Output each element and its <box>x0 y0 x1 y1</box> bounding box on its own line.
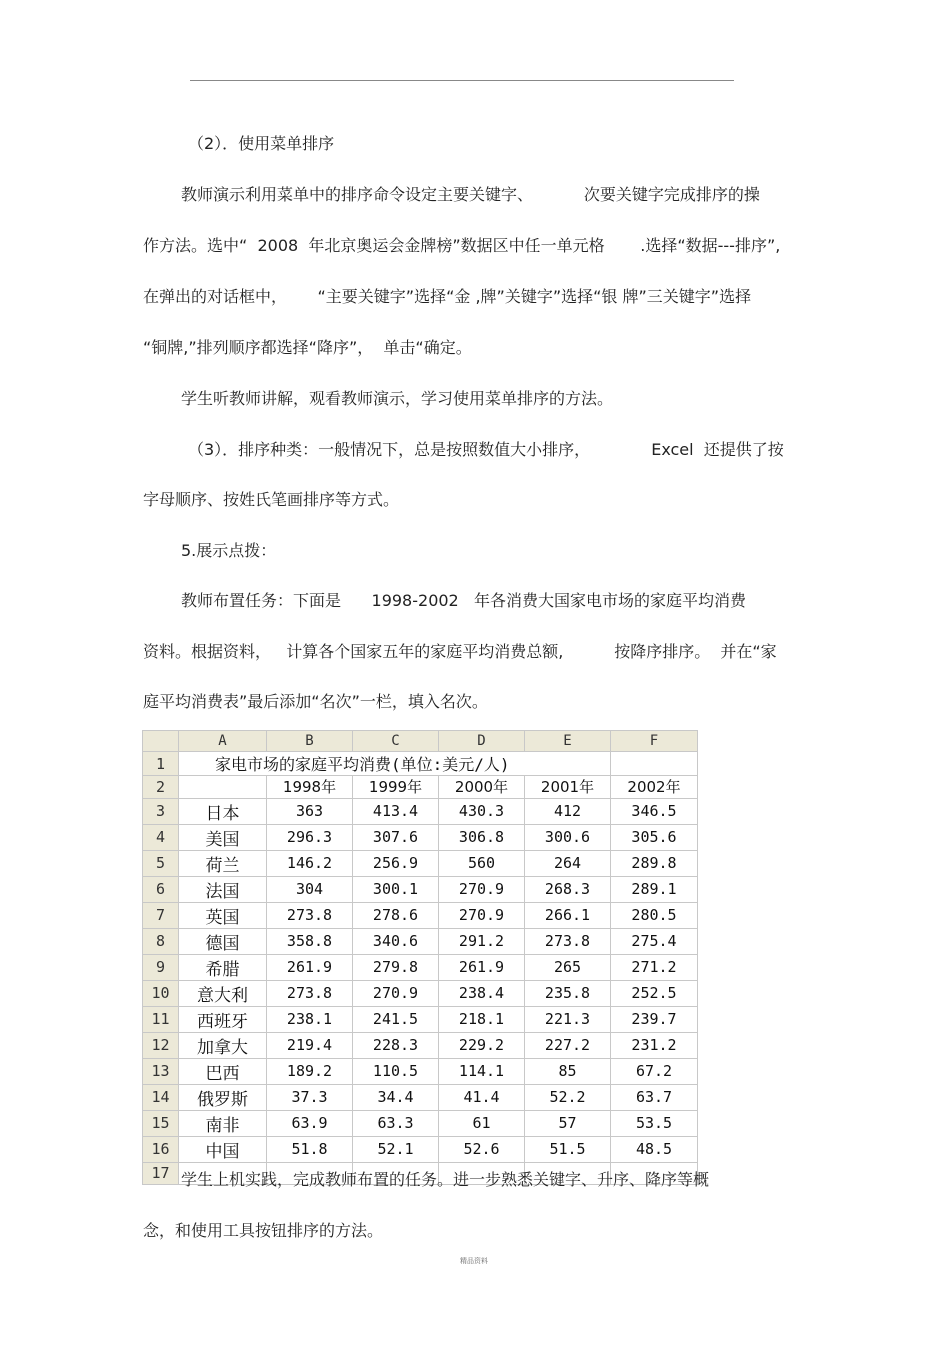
value-cell[interactable]: 229.2 <box>439 1032 525 1058</box>
value-cell[interactable]: 270.9 <box>439 876 525 902</box>
value-cell[interactable]: 430.3 <box>439 798 525 824</box>
section-heading: 5.展示点拨： <box>181 541 277 560</box>
paragraph-line: 字母顺序、按姓氏笔画排序等方式。 <box>143 490 400 509</box>
value-cell[interactable]: 252.5 <box>611 980 698 1006</box>
value-cell[interactable]: 279.8 <box>353 954 439 980</box>
country-cell[interactable]: 德国 <box>179 928 267 954</box>
value-cell[interactable]: 53.5 <box>611 1110 698 1136</box>
table-row <box>143 752 698 776</box>
value-cell[interactable]: 304 <box>267 876 353 902</box>
row-number[interactable]: 16 <box>143 1136 179 1162</box>
value-cell[interactable]: 265 <box>525 954 611 980</box>
cell[interactable] <box>179 776 267 799</box>
value-cell[interactable]: 51.5 <box>525 1136 611 1162</box>
table-row <box>143 954 698 980</box>
country-cell[interactable]: 美国 <box>179 824 267 850</box>
value-cell[interactable]: 346.5 <box>611 798 698 824</box>
value-cell[interactable]: 37.3 <box>267 1084 353 1110</box>
value-cell[interactable]: 413.4 <box>353 798 439 824</box>
country-cell[interactable]: 南非 <box>179 1110 267 1136</box>
value-cell[interactable]: 235.8 <box>525 980 611 1006</box>
paragraph-line: （2）．使用菜单排序 <box>188 134 335 153</box>
value-cell[interactable]: 241.5 <box>353 1006 439 1032</box>
value-cell[interactable]: 273.8 <box>267 980 353 1006</box>
value-cell[interactable]: 363 <box>267 798 353 824</box>
value-cell[interactable]: 239.7 <box>611 1006 698 1032</box>
column-header[interactable]: C <box>353 731 439 752</box>
value-cell[interactable]: 280.5 <box>611 902 698 928</box>
country-cell[interactable]: 希腊 <box>179 954 267 980</box>
year-header-cell[interactable]: 2001年 <box>525 776 611 799</box>
value-cell[interactable]: 412 <box>525 798 611 824</box>
value-cell[interactable]: 261.9 <box>439 954 525 980</box>
value-cell[interactable]: 289.1 <box>611 876 698 902</box>
value-cell[interactable]: 278.6 <box>353 902 439 928</box>
row-number[interactable]: 6 <box>143 876 179 902</box>
value-cell[interactable]: 268.3 <box>525 876 611 902</box>
value-cell[interactable]: 63.7 <box>611 1084 698 1110</box>
paragraph-line: “铜牌,”排列顺序都选择“降序”， 单击“确定。 <box>143 338 472 357</box>
paragraph-line: （3）．排序种类：一般情况下，总是按照数值大小排序， Excel 还提供了按 <box>188 440 784 459</box>
table-row <box>143 1084 698 1110</box>
country-cell[interactable]: 法国 <box>179 876 267 902</box>
footer-label: 精品资料 <box>460 1257 488 1265</box>
table-row <box>143 1032 698 1058</box>
row-number[interactable]: 7 <box>143 902 179 928</box>
value-cell[interactable]: 264 <box>525 850 611 876</box>
value-cell[interactable]: 261.9 <box>267 954 353 980</box>
row-number[interactable]: 13 <box>143 1058 179 1084</box>
row-number[interactable]: 14 <box>143 1084 179 1110</box>
table-row <box>143 798 698 824</box>
table-row <box>143 1058 698 1084</box>
value-cell[interactable]: 238.4 <box>439 980 525 1006</box>
table-row <box>143 876 698 902</box>
value-cell[interactable]: 307.6 <box>353 824 439 850</box>
country-cell[interactable]: 俄罗斯 <box>179 1084 267 1110</box>
country-cell[interactable]: 加拿大 <box>179 1032 267 1058</box>
table-row <box>143 1136 698 1162</box>
table-row <box>143 902 698 928</box>
row-number[interactable]: 2 <box>143 776 179 799</box>
value-cell[interactable]: 57 <box>525 1110 611 1136</box>
table-row <box>143 1006 698 1032</box>
row-number[interactable]: 17 <box>143 1162 179 1185</box>
country-cell[interactable]: 西班牙 <box>179 1006 267 1032</box>
column-header[interactable]: B <box>267 731 353 752</box>
value-cell[interactable]: 146.2 <box>267 850 353 876</box>
paragraph-line: 念，和使用工具按钮排序的方法。 <box>143 1221 384 1240</box>
paragraph-line: 学生上机实践，完成教师布置的任务。进一步熟悉关键字、升序、降序等概 <box>181 1170 710 1189</box>
value-cell[interactable]: 300.6 <box>525 824 611 850</box>
value-cell[interactable]: 271.2 <box>611 954 698 980</box>
row-number[interactable]: 11 <box>143 1006 179 1032</box>
value-cell[interactable]: 266.1 <box>525 902 611 928</box>
value-cell[interactable]: 296.3 <box>267 824 353 850</box>
value-cell[interactable]: 256.9 <box>353 850 439 876</box>
year-header-cell[interactable]: 2000年 <box>439 776 525 799</box>
table-row <box>143 850 698 876</box>
paragraph-line: 作方法。选中“ 2008 年北京奥运会金牌榜”数据区中任一单元格 .选择“数据---排序”, <box>143 236 781 255</box>
cell[interactable] <box>611 752 698 776</box>
row-number[interactable]: 1 <box>143 752 179 776</box>
value-cell[interactable]: 273.8 <box>267 902 353 928</box>
value-cell[interactable]: 305.6 <box>611 824 698 850</box>
table-row <box>143 928 698 954</box>
column-header[interactable]: D <box>439 731 525 752</box>
value-cell[interactable]: 340.6 <box>353 928 439 954</box>
value-cell[interactable]: 300.1 <box>353 876 439 902</box>
country-cell[interactable]: 日本 <box>179 798 267 824</box>
value-cell[interactable]: 306.8 <box>439 824 525 850</box>
table-row <box>143 1110 698 1136</box>
value-cell[interactable]: 52.1 <box>353 1136 439 1162</box>
value-cell[interactable]: 560 <box>439 850 525 876</box>
row-number[interactable]: 15 <box>143 1110 179 1136</box>
value-cell[interactable]: 67.2 <box>611 1058 698 1084</box>
value-cell[interactable]: 61 <box>439 1110 525 1136</box>
column-header[interactable]: A <box>179 731 267 752</box>
value-cell[interactable]: 238.1 <box>267 1006 353 1032</box>
value-cell[interactable]: 52.6 <box>439 1136 525 1162</box>
row-number[interactable]: 5 <box>143 850 179 876</box>
corner-cell <box>143 731 179 752</box>
row-number[interactable]: 4 <box>143 824 179 850</box>
value-cell[interactable]: 228.3 <box>353 1032 439 1058</box>
row-number[interactable]: 9 <box>143 954 179 980</box>
country-cell[interactable]: 巴西 <box>179 1058 267 1084</box>
value-cell[interactable]: 270.9 <box>353 980 439 1006</box>
value-cell[interactable]: 270.9 <box>439 902 525 928</box>
column-header[interactable]: E <box>525 731 611 752</box>
value-cell[interactable]: 110.5 <box>353 1058 439 1084</box>
value-cell[interactable]: 34.4 <box>353 1084 439 1110</box>
value-cell[interactable]: 221.3 <box>525 1006 611 1032</box>
paragraph-line: 在弹出的对话框中， “主要关键字”选择“金 ,牌”关键字”选择“银 牌”三关键字”选择 <box>143 287 752 306</box>
header-rule <box>190 80 734 81</box>
country-cell[interactable]: 英国 <box>179 902 267 928</box>
value-cell[interactable]: 189.2 <box>267 1058 353 1084</box>
paragraph-line: 庭平均消费表”最后添加“名次”一栏，填入名次。 <box>143 692 488 711</box>
value-cell[interactable]: 358.8 <box>267 928 353 954</box>
value-cell[interactable]: 63.9 <box>267 1110 353 1136</box>
value-cell[interactable]: 273.8 <box>525 928 611 954</box>
value-cell[interactable]: 289.8 <box>611 850 698 876</box>
value-cell[interactable]: 51.8 <box>267 1136 353 1162</box>
value-cell[interactable]: 291.2 <box>439 928 525 954</box>
value-cell[interactable]: 219.4 <box>267 1032 353 1058</box>
year-header-cell[interactable]: 2002年 <box>611 776 698 799</box>
spreadsheet-table <box>142 730 698 1185</box>
row-number[interactable]: 8 <box>143 928 179 954</box>
year-header-cell[interactable]: 1999年 <box>353 776 439 799</box>
table-row <box>143 776 698 799</box>
paragraph-line: 学生听教师讲解，观看教师演示，学习使用菜单排序的方法。 <box>181 389 614 408</box>
value-cell[interactable]: 63.3 <box>353 1110 439 1136</box>
value-cell[interactable]: 275.4 <box>611 928 698 954</box>
value-cell[interactable]: 218.1 <box>439 1006 525 1032</box>
paragraph-line: 教师布置任务：下面是 1998-2002 年各消费大国家电市场的家庭平均消费 <box>181 591 746 610</box>
paragraph-line: 资料。根据资料， 计算各个国家五年的家庭平均消费总额, 按降序排序。 并在“家 <box>143 642 777 661</box>
column-header-row <box>143 731 698 752</box>
year-header-cell[interactable]: 1998年 <box>267 776 353 799</box>
country-cell[interactable]: 中国 <box>179 1136 267 1162</box>
value-cell[interactable]: 52.2 <box>525 1084 611 1110</box>
value-cell[interactable]: 114.1 <box>439 1058 525 1084</box>
country-cell[interactable]: 荷兰 <box>179 850 267 876</box>
row-number[interactable]: 3 <box>143 798 179 824</box>
country-cell[interactable]: 意大利 <box>179 980 267 1006</box>
row-number[interactable]: 10 <box>143 980 179 1006</box>
value-cell[interactable]: 48.5 <box>611 1136 698 1162</box>
value-cell[interactable]: 85 <box>525 1058 611 1084</box>
paragraph-line: 教师演示利用菜单中的排序命令设定主要关键字、 次要关键字完成排序的操 <box>181 185 760 204</box>
value-cell[interactable]: 41.4 <box>439 1084 525 1110</box>
table-row <box>143 824 698 850</box>
value-cell[interactable]: 227.2 <box>525 1032 611 1058</box>
table-row <box>143 980 698 1006</box>
column-header[interactable]: F <box>611 731 698 752</box>
row-number[interactable]: 12 <box>143 1032 179 1058</box>
value-cell[interactable]: 231.2 <box>611 1032 698 1058</box>
sheet-title-cell[interactable]: 家电市场的家庭平均消费(单位:美元/人) <box>179 752 611 776</box>
